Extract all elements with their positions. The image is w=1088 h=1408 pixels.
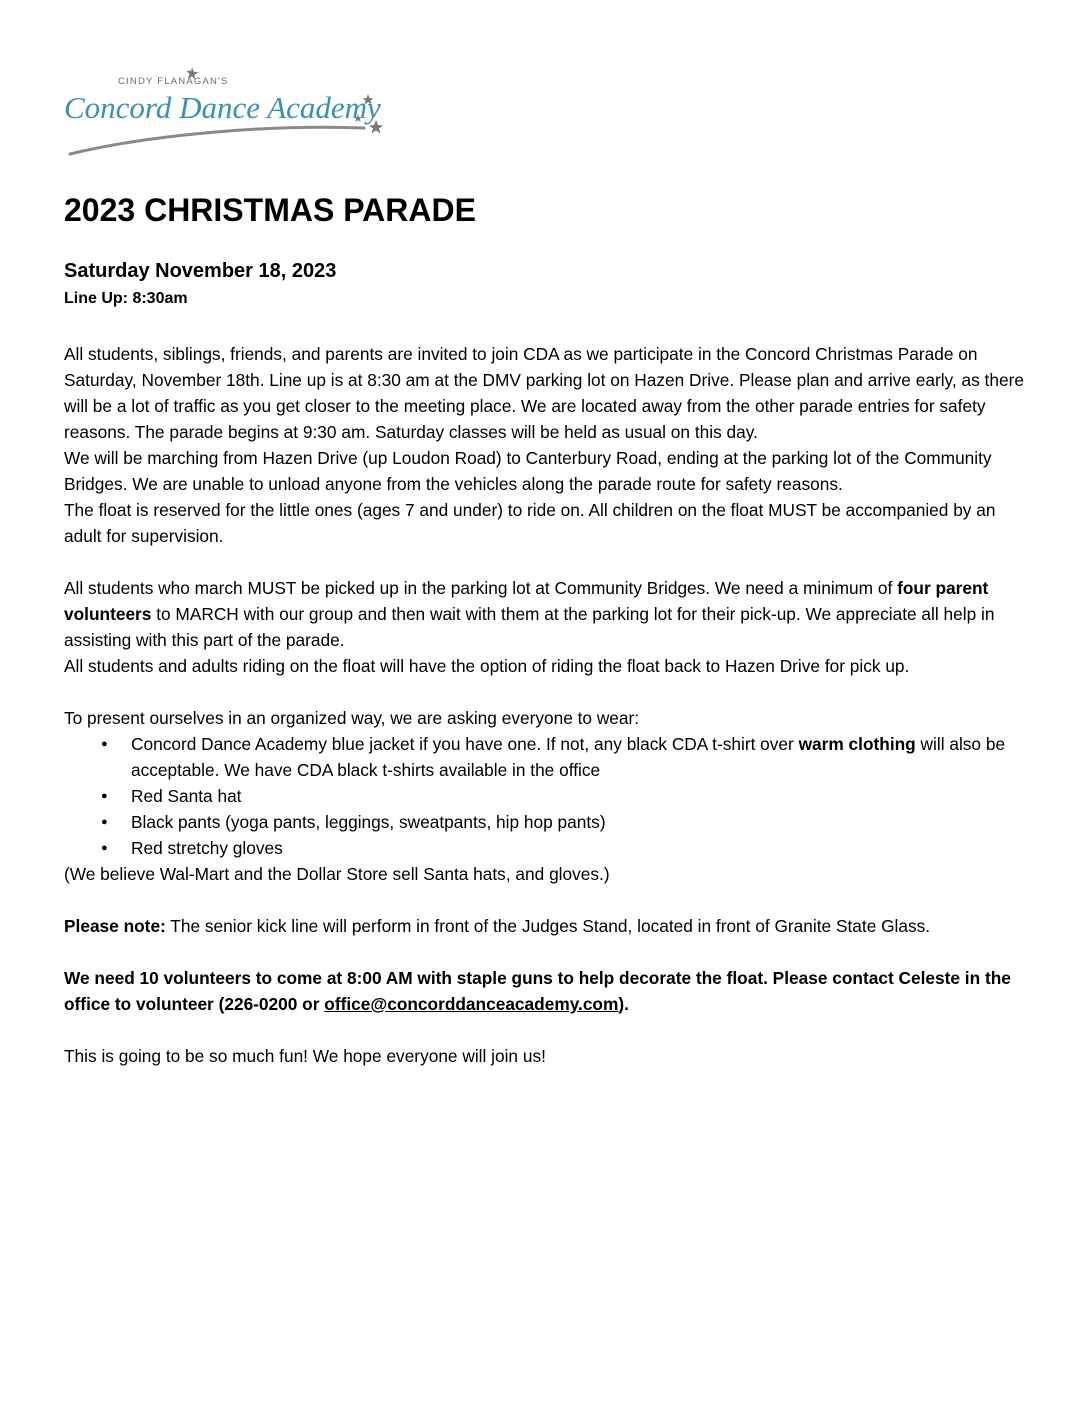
volunteer-request: We need 10 volunteers to come at 8:00 AM with staple guns to help decorate the float. Please contact Celeste in the office to volunteer (226-0200 or office@concorddanceacademy.com). bbox=[64, 968, 1011, 1014]
list-item: ● Black pants (yoga pants, leggings, sweatpants, hip hop pants) bbox=[131, 809, 1029, 835]
float-paragraph: The float is reserved for the little ones (ages 7 and under) to ride on. All children on the float MUST be accompanied by an adult for supervision. bbox=[64, 500, 996, 546]
ride-back-paragraph: All students and adults riding on the float will have the option of riding the float back to Hazen Drive for pick up. bbox=[64, 656, 910, 676]
closing-line: This is going to be so much fun! We hope everyone will join us! bbox=[64, 1046, 546, 1066]
lineup-time: Line Up: 8:30am bbox=[64, 290, 188, 307]
attire-list bbox=[64, 731, 1029, 861]
store-note: (We believe Wal-Mart and the Dollar Store sell Santa hats, and gloves.) bbox=[64, 864, 610, 884]
document-body bbox=[64, 341, 1029, 1069]
event-date: Saturday November 18, 2023 bbox=[64, 260, 337, 282]
list-item: ● Concord Dance Academy blue jacket if you have one. If not, any black CDA t-shirt over warm clothing will also be acceptable. We have CDA black t-shirts available in the office bbox=[131, 731, 1029, 783]
volunteer-emphasis: four parent volunteers bbox=[64, 578, 989, 624]
academy-logo bbox=[64, 62, 404, 162]
logo-top-text: CINDY FLANAGAN'S bbox=[118, 76, 229, 87]
page-title: 2023 CHRISTMAS PARADE bbox=[64, 192, 476, 228]
kickline-note: Please note: The senior kick line will perform in front of the Judges Stand, located in front of Granite State Glass. bbox=[64, 916, 931, 936]
note-label: Please note: bbox=[64, 916, 166, 936]
email-link[interactable]: office@concorddanceacademy.com bbox=[324, 994, 619, 1014]
list-item: ● Red stretchy gloves bbox=[131, 835, 1029, 861]
list-item: ● Red Santa hat bbox=[131, 783, 1029, 809]
logo-script-text: Concord Dance Academy bbox=[64, 90, 381, 125]
route-paragraph: We will be marching from Hazen Drive (up Loudon Road) to Canterbury Road, ending at the parking lot of the Community Bridges. We are unable to unload anyone from the vehicles along the parade route for safety reasons. bbox=[64, 448, 992, 494]
intro-paragraph: All students, siblings, friends, and parents are invited to join CDA as we participate in the Concord Christmas Parade on Saturday, November 18th. Line up is at 8:30 am at the DMV parking lot on Hazen Drive. Please plan and arrive early, as there will be a lot of traffic as you get closer to the meeting place. We are located away from the other parade entries for safety reasons. The parade begins at 9:30 am. Saturday classes will be held as usual on this day. bbox=[64, 344, 1024, 442]
pickup-paragraph: All students who march MUST be picked up in the parking lot at Community Bridges. We need a minimum of four parent volunteers to MARCH with our group and then wait with them at the parking lot for their pick-up. We appreciate all help in assisting with this part of the parade. bbox=[64, 578, 995, 650]
attire-intro: To present ourselves in an organized way, we are asking everyone to wear: bbox=[64, 708, 640, 728]
